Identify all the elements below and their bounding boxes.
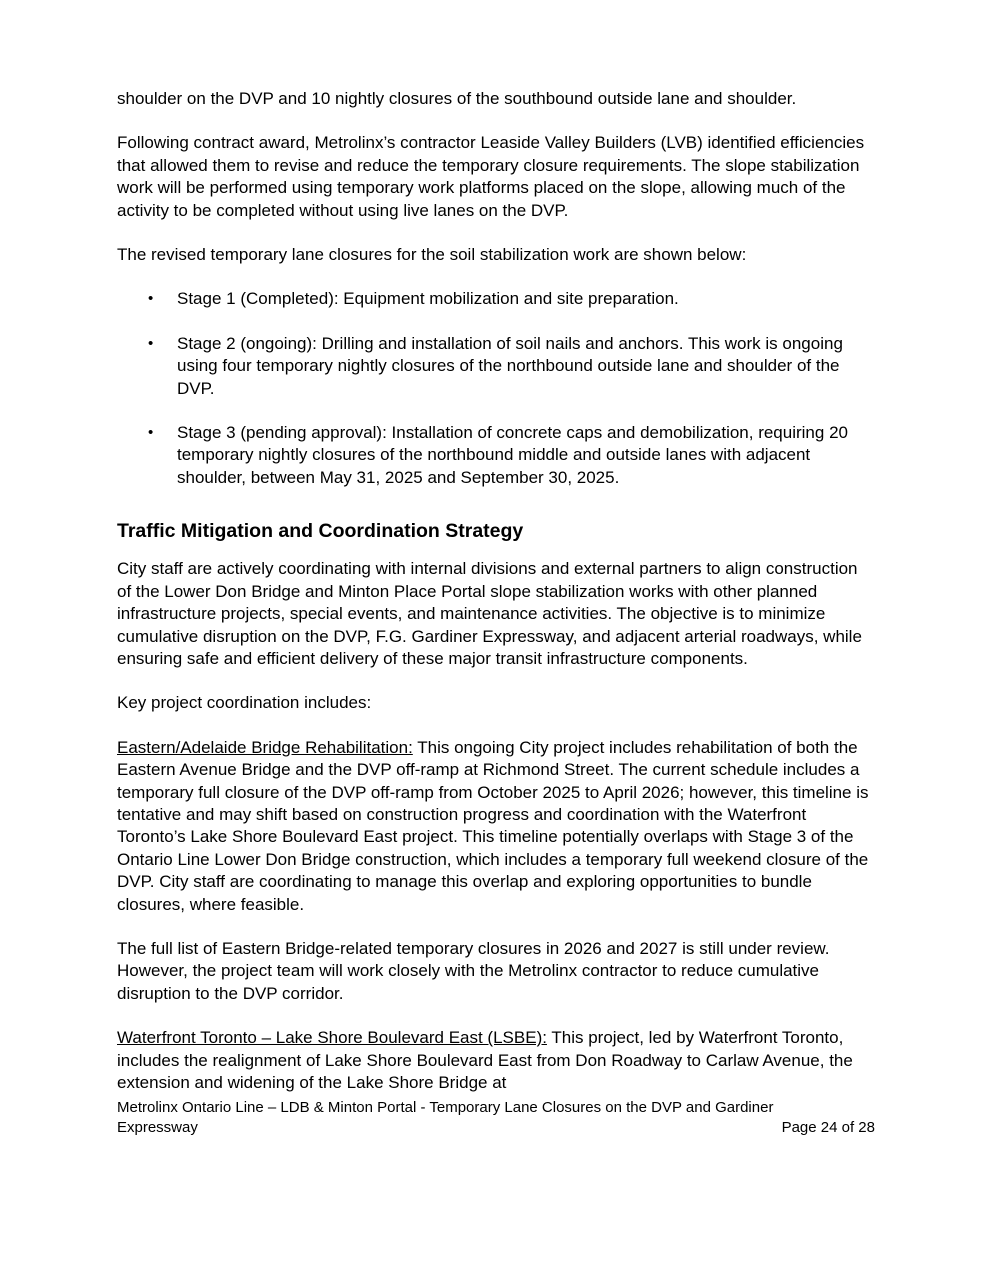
list-item: [117, 333, 875, 400]
eastern-adelaide-text: This ongoing City project includes rehabilitation of both the Eastern Avenue Bridge and the DVP off-ramp at Richmond Street. The current schedule includes a temporary full closure of the DVP off-ramp from October 2025 to April 2026; however, this timeline is tentative and may shift based on construction progress and coordination with the Waterfront Toronto’s Lake Shore Boulevard East project. This timeline potentially overlaps with Stage 3 of the Ontario Line Lower Don Bridge construction, which includes a temporary full weekend closure of the DVP. City staff are coordinating to manage this overlap and exploring opportunities to bundle closures, where feasible.: [117, 737, 869, 914]
paragraph-following-contract: Following contract award, Metrolinx’s contractor Leaside Valley Builders (LVB) identified efficiencies that allowed them to revise and reduce the temporary closure requirements. The slope stabilization work will be performed using temporary work platforms placed on the slope, allowing much of the activity to be completed without using live lanes on the DVP.: [117, 133, 865, 220]
eastern-adelaide-lead: Eastern/Adelaide Bridge Rehabilitation:: [117, 737, 413, 757]
paragraph-eastern-adelaide: [117, 737, 875, 916]
paragraph-waterfront: [117, 1027, 875, 1094]
stage-bullet-list: [117, 288, 875, 489]
paragraph-key-coordination: Key project coordination includes:: [117, 693, 372, 713]
bullet-icon: •: [148, 334, 154, 352]
waterfront-lead: Waterfront Toronto – Lake Shore Boulevard East (LSBE):: [117, 1028, 547, 1048]
list-item: [117, 422, 875, 489]
footer-title-line1: Metrolinx Ontario Line – LDB & Minton Portal - Temporary Lane Closures on the DVP and Gardiner: [117, 1099, 774, 1117]
waterfront-text: This project, led by Waterfront Toronto, includes the realignment of Lake Shore Boulevard East from Don Roadway to Carlaw Avenue, the extension and widening of the Lake Shore Bridge at: [117, 1028, 853, 1092]
section-heading-traffic-mitigation: Traffic Mitigation and Coordination Strategy: [117, 520, 524, 543]
footer-page-number: Page 24 of 28: [781, 1118, 875, 1136]
paragraph-full-list: The full list of Eastern Bridge-related temporary closures in 2026 and 2027 is still under review. However, the project team will work closely with the Metrolinx contractor to reduce cumulative disruption to the DVP corridor.: [117, 938, 830, 1003]
paragraph-city-staff: City staff are actively coordinating with internal divisions and external partners to align construction of the Lower Don Bridge and Minton Place Portal slope stabilization works with other planned infrastructure projects, special events, and maintenance activities. The objective is to minimize cumulative disruption on the DVP, F.G. Gardiner Expressway, and adjacent arterial roadways, while ensuring safe and efficient delivery of these major transit infrastructure components.: [117, 559, 862, 668]
bullet-icon: •: [148, 424, 154, 442]
bullet-icon: •: [148, 290, 154, 308]
document-body: [117, 88, 875, 1137]
footer-title-line2: Expressway: [117, 1118, 198, 1136]
paragraph-revised-closures: The revised temporary lane closures for the soil stabilization work are shown below:: [117, 245, 747, 265]
list-item: [117, 288, 875, 310]
bullet-stage-2-text: Stage 2 (ongoing): Drilling and installation of soil nails and anchors. This work is ongoing using four temporary nightly closures of the northbound outside lane and shoulder of the DVP.: [177, 333, 843, 398]
bullet-stage-1-text: Stage 1 (Completed): Equipment mobilization and site preparation.: [177, 289, 679, 309]
bullet-stage-3-text: Stage 3 (pending approval): Installation of concrete caps and demobilization, requiring 20 temporary nightly closures of the northbound middle and outside lanes with adjacent shoulder, between May 31, 2025 and September 30, 2025.: [177, 423, 848, 487]
paragraph-continuation: shoulder on the DVP and 10 nightly closures of the southbound outside lane and shoulder.: [117, 89, 797, 108]
page-footer: [117, 1098, 875, 1137]
